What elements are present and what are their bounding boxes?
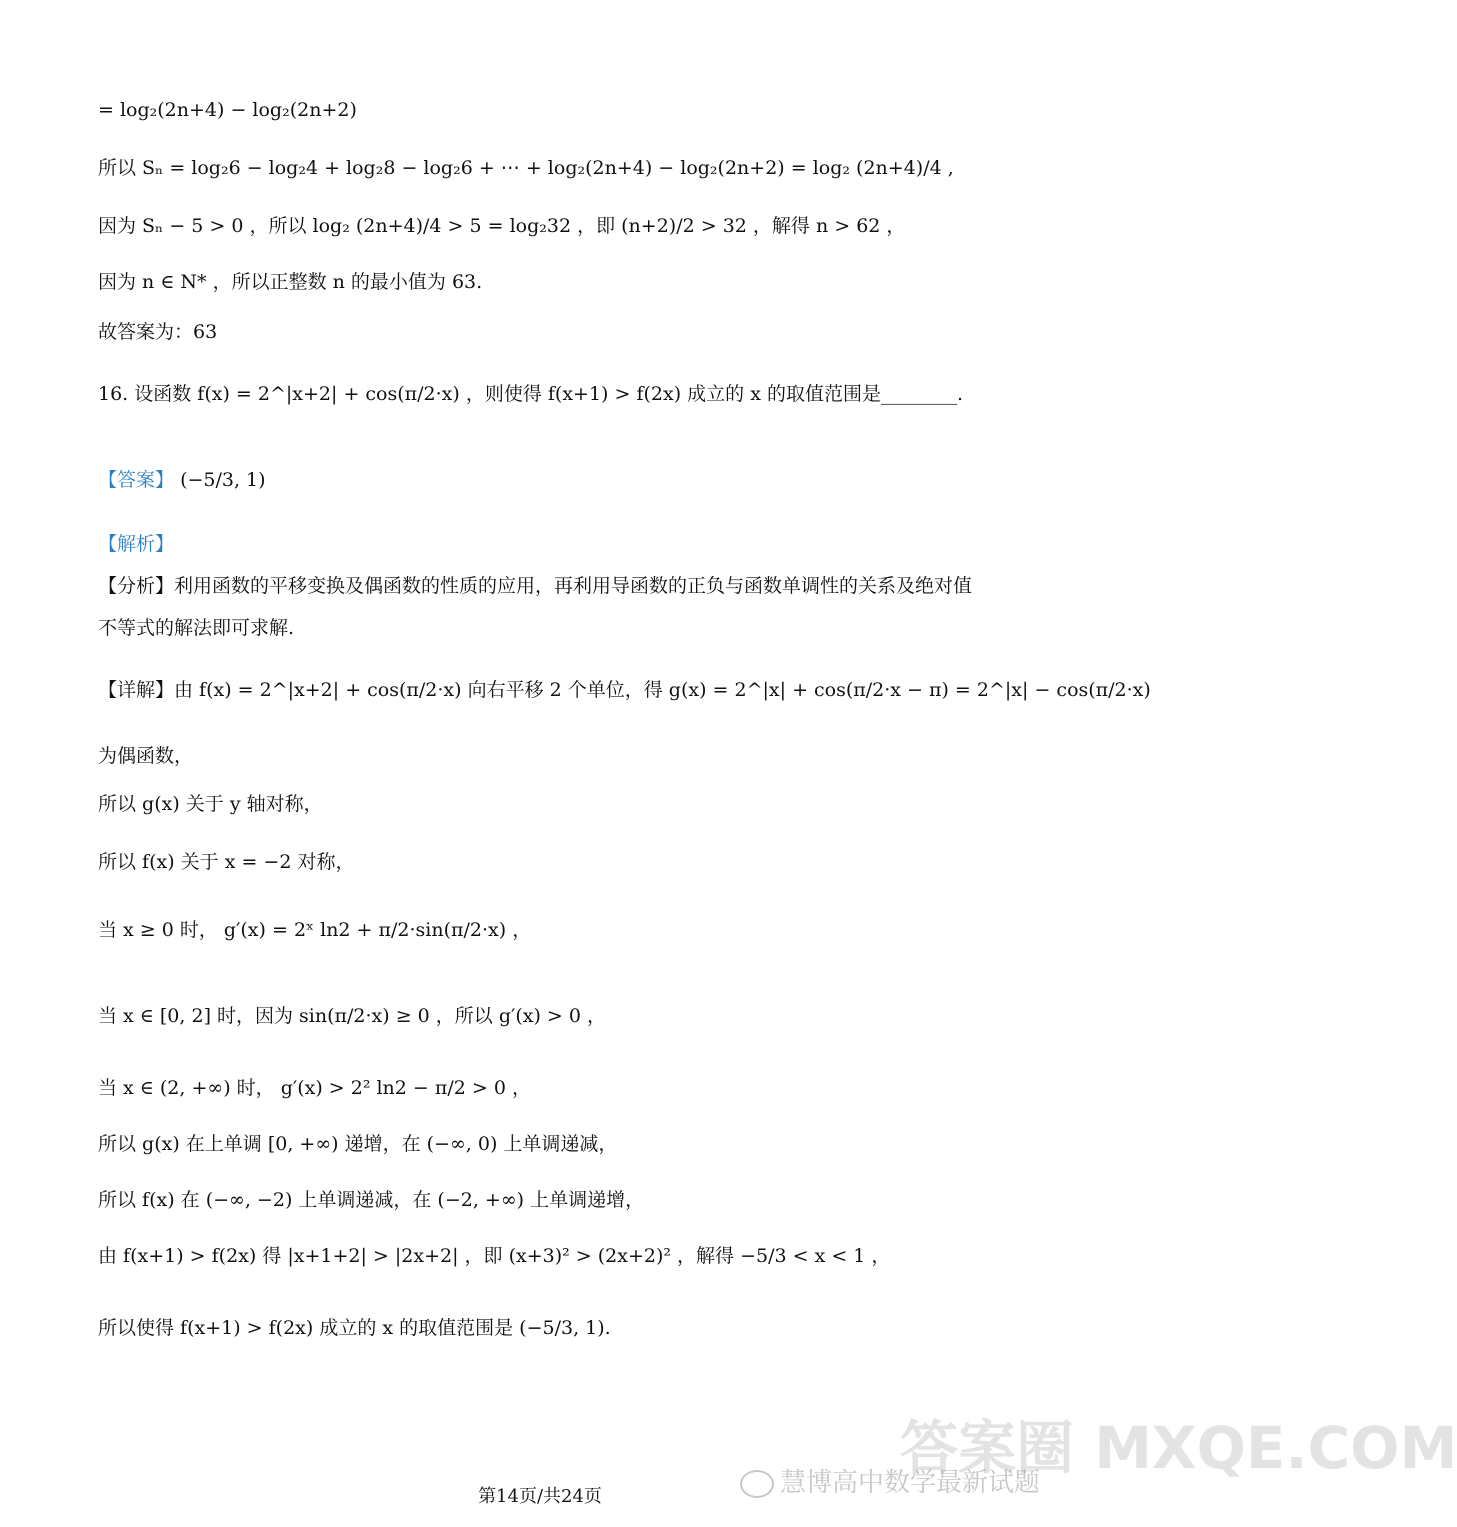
xiangjie-row	[98, 676, 1151, 704]
math-line: 当 x ∈ [0, 2] 时，因为 sin(π/2·x) ≥ 0 ，所以 g′(x) > 0 ，	[98, 1005, 606, 1027]
fenxi-text: 利用函数的平移变换及偶函数的性质的应用，再利用导函数的正负与函数单调性的关系及绝对值	[174, 575, 973, 597]
math-line: 为偶函数，	[98, 745, 194, 767]
math-line: 当 x ≥ 0 时， g′(x) = 2ˣ ln2 + π/2·sin(π/2·x) ，	[98, 919, 532, 941]
fenxi-tag: 【分析】	[98, 575, 175, 597]
math-line: = log₂(2n+4) − log₂(2n+2)	[98, 99, 357, 121]
answer-tag: 【答案】	[98, 469, 175, 491]
math-line: 所以 f(x) 在 (−∞, −2) 上单调递减，在 (−2, +∞) 上单调递增，	[98, 1189, 645, 1211]
page-footer: 第14页/共24页	[478, 1486, 602, 1507]
watermark-logo: 答案圈 MXQE.COM	[900, 1414, 1457, 1482]
math-line: 由 f(x+1) > f(2x) 得 |x+1+2| > |2x+2| ，即 (x+3)² > (2x+2)² ，解得 −5/3 < x < 1 ，	[98, 1245, 891, 1267]
answer-value: (−5/3, 1)	[180, 469, 266, 491]
math-line: 所以 g(x) 关于 y 轴对称，	[98, 793, 323, 815]
question-16: 16. 设函数 f(x) = 2^|x+2| + cos(π/2·x) ，则使得 f(x+1) > f(2x) 成立的 x 的取值范围是________.	[98, 383, 963, 405]
math-line: 所以 g(x) 在上单调 [0, +∞) 递增，在 (−∞, 0) 上单调递减，	[98, 1133, 618, 1155]
fenxi-row	[98, 572, 972, 600]
answer-row	[98, 466, 266, 494]
math-line: 因为 Sₙ − 5 > 0 ，所以 log₂ (2n+4)/4 > 5 = log₂32 ，即 (n+2)/2 > 32 ，解得 n > 62 ，	[98, 215, 906, 237]
watermark-text: 慧博高中数学最新试题	[780, 1468, 1041, 1498]
math-line: 因为 n ∈ N* ，所以正整数 n 的最小值为 63.	[98, 271, 483, 293]
math-line: 当 x ∈ (2, +∞) 时， g′(x) > 2² ln2 − π/2 > 0 ，	[98, 1077, 531, 1099]
answer-line: 故答案为：63	[98, 321, 218, 343]
math-line: 所以使得 f(x+1) > f(2x) 成立的 x 的取值范围是 (−5/3, 1).	[98, 1317, 611, 1339]
fenxi-text-cont: 不等式的解法即可求解.	[98, 617, 295, 639]
analysis-tag: 【解析】	[98, 533, 175, 555]
math-line: 所以 Sₙ = log₂6 − log₂4 + log₂8 − log₂6 + ⋯ + log₂(2n+4) − log₂(2n+2) = log₂ (2n+4)/4 ,	[98, 157, 954, 179]
math-line: 所以 f(x) 关于 x = −2 对称，	[98, 851, 355, 873]
xiangjie-text: 由 f(x) = 2^|x+2| + cos(π/2·x) 向右平移 2 个单位，得 g(x) = 2^|x| + cos(π/2·x − π) = 2^|x| − cos(π/2·x)	[174, 679, 1151, 701]
xiangjie-tag: 【详解】	[98, 679, 175, 701]
